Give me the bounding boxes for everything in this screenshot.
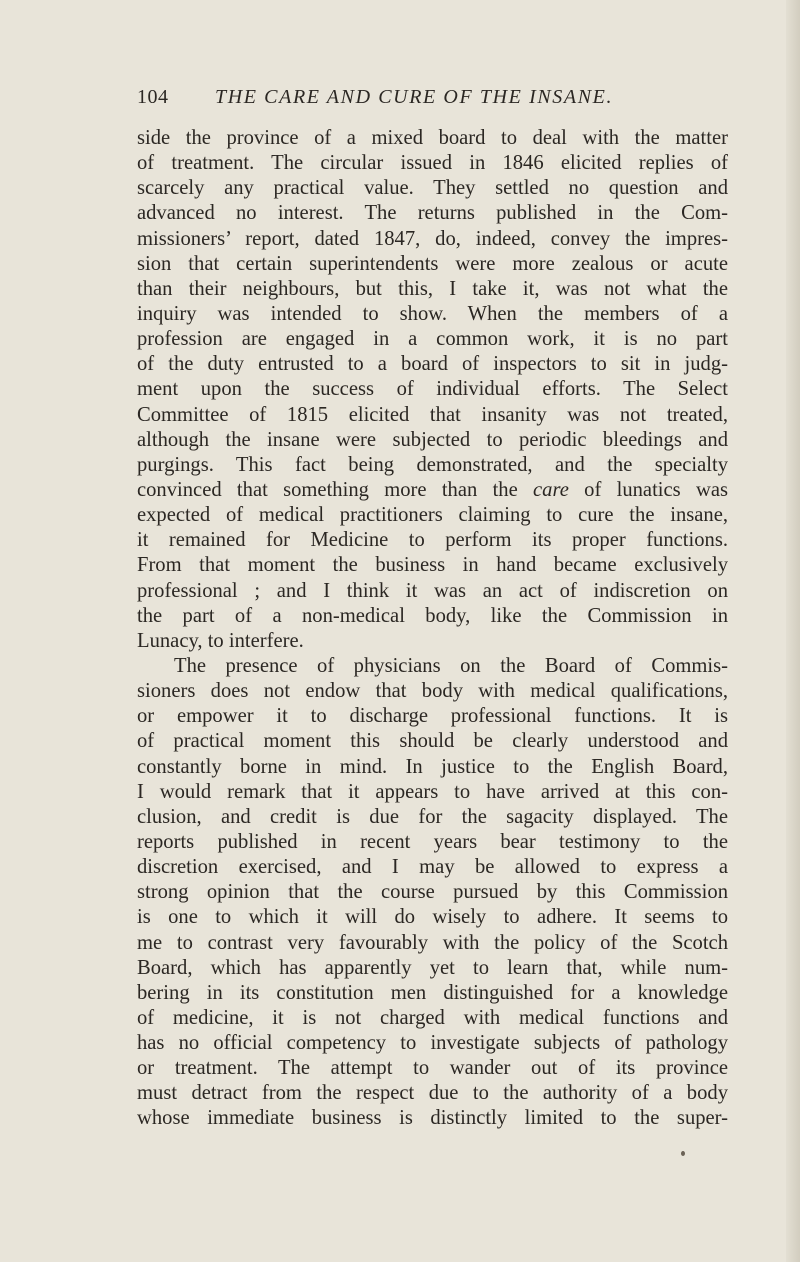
text-line: purgings. This fact being demonstrated, and the specialty [137, 453, 728, 476]
text-line: strong opinion that the course pursued by this Commission [137, 881, 728, 904]
paragraph-end-line: Lunacy, to interfere. [137, 629, 304, 652]
text-line: clusion, and credit is due for the sagacity displayed. The [137, 805, 728, 828]
emphasis-word: care [533, 478, 569, 501]
body-text [137, 126, 728, 1132]
text-line: professional ; and I think it was an act of indiscretion on [137, 579, 728, 602]
text-line: reports published in recent years bear testimony to the [137, 830, 728, 853]
text-line: Board, which has apparently yet to learn that, while num- [137, 956, 728, 979]
text-line: From that moment the business in hand became exclusively [137, 554, 728, 577]
text-line: Committee of 1815 elicited that insanity was not treated, [137, 403, 728, 426]
page-edge [786, 0, 800, 1262]
text-line: me to contrast very favourably with the policy of the Scotch [137, 931, 728, 954]
text-line: missioners’ report, dated 1847, do, indeed, convey the impres- [137, 227, 728, 250]
text-line: profession are engaged in a common work, it is no part [137, 328, 728, 351]
text-line: or empower it to discharge professional functions. It is [137, 705, 728, 728]
text-line: ment upon the success of individual efforts. The Select [137, 378, 728, 401]
text-line: than their neighbours, but this, I take it, was not what the [137, 277, 728, 300]
text-line: of treatment. The circular issued in 1846 elicited replies of [137, 152, 728, 175]
running-title: THE CARE AND CURE OF THE INSANE. [215, 86, 614, 108]
text-line: has no official competency to investigate subjects of pathology [137, 1032, 728, 1055]
text-line: advanced no interest. The returns published in the Com- [137, 202, 728, 225]
page-header [137, 86, 727, 114]
text-line: whose immediate business is distinctly limited to the super- [137, 1107, 728, 1130]
ink-speck [681, 1151, 685, 1156]
paragraph-start-line: The presence of physicians on the Board of Commis- [174, 654, 728, 677]
text-line: discretion exercised, and I may be allowed to express a [137, 856, 728, 879]
text-line: sion that certain superintendents were more zealous or acute [137, 252, 728, 275]
text-line: is one to which it will do wisely to adhere. It seems to [137, 906, 728, 929]
text-line: side the province of a mixed board to deal with the matter [137, 127, 728, 149]
text-line: or treatment. The attempt to wander out of its province [137, 1057, 728, 1080]
text-line: must detract from the respect due to the authority of a body [137, 1082, 728, 1105]
page-number: 104 [137, 86, 169, 108]
text-line: it remained for Medicine to perform its proper functions. [137, 529, 728, 552]
text-line: convinced that something more than the care of lunatics was [137, 478, 728, 501]
text-line: of the duty entrusted to a board of inspectors to sit in judg- [137, 353, 728, 376]
text-line: of practical moment this should be clearly understood and [137, 730, 728, 753]
text-line: I would remark that it appears to have arrived at this con- [137, 780, 728, 803]
text-line: the part of a non-medical body, like the Commission in [137, 604, 728, 627]
text-line: of medicine, it is not charged with medical functions and [137, 1006, 728, 1029]
text-line: expected of medical practitioners claiming to cure the insane, [137, 504, 728, 527]
text-line: bering in its constitution men distinguished for a knowledge [137, 981, 728, 1004]
text-line: sioners does not endow that body with medical qualifications, [137, 680, 728, 703]
text-line: inquiry was intended to show. When the members of a [137, 302, 728, 325]
text-line: constantly borne in mind. In justice to the English Board, [137, 755, 728, 778]
text-line: although the insane were subjected to periodic bleedings and [137, 428, 728, 451]
text-line: scarcely any practical value. They settled no question and [137, 177, 728, 200]
